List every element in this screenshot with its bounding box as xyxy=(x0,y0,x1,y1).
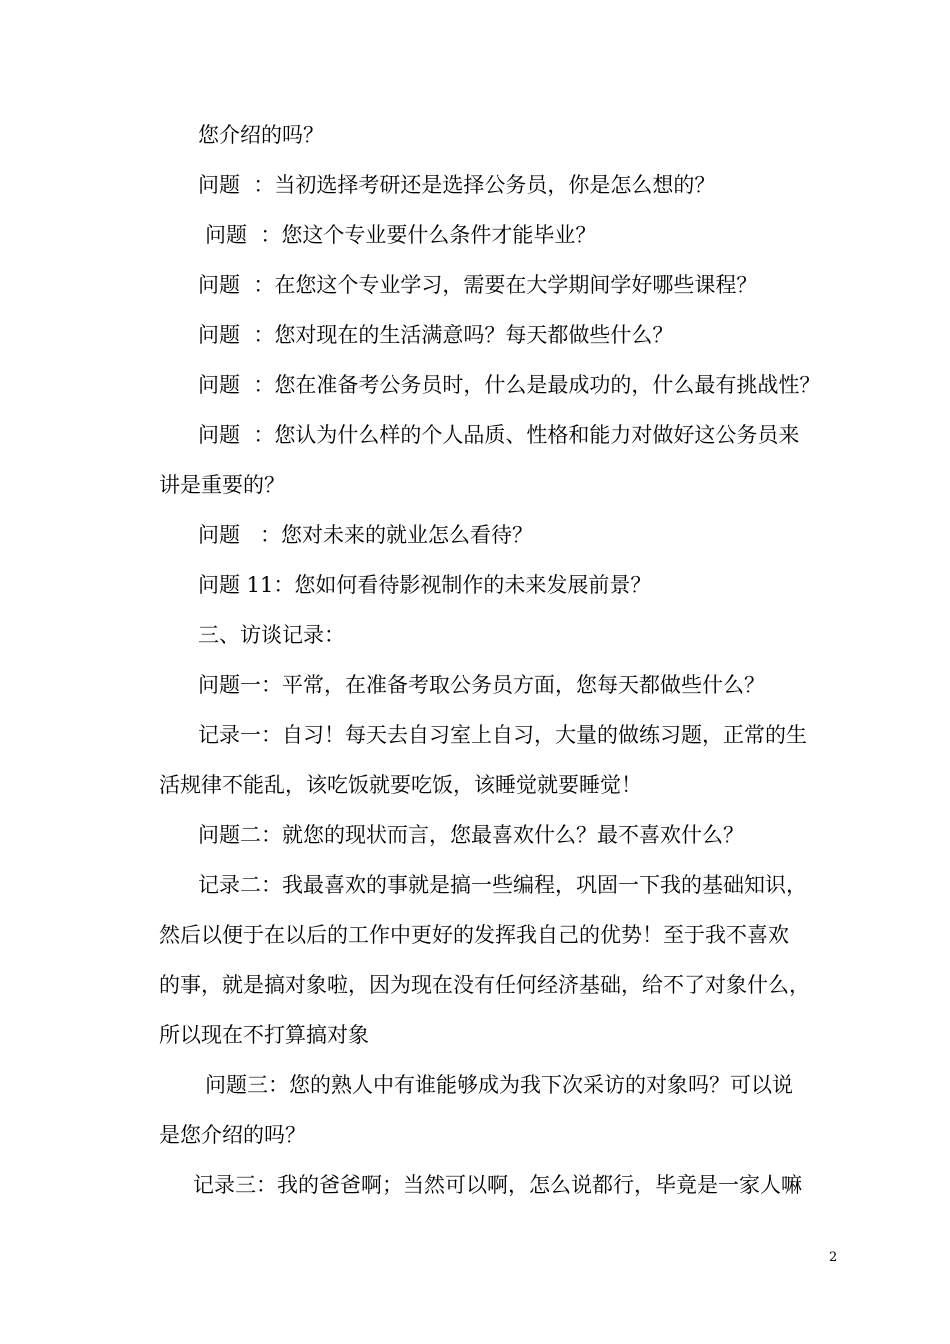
text-line: 讲是重要的？ xyxy=(159,473,285,497)
text-line: 记录二：我最喜欢的事就是搞一些编程，巩固一下我的基础知识， xyxy=(198,873,807,897)
text-line: 问题 ：您这个专业要什么条件才能毕业？ xyxy=(205,223,597,247)
text-line: 问题 ：您对未来的就业怎么看待？ xyxy=(198,523,534,547)
text-line: 所以现在不打算搞对象 xyxy=(159,1023,369,1047)
page-number: 2 xyxy=(829,1250,838,1265)
text-line: 的事，就是搞对象啦，因为现在没有任何经济基础，给不了对象什么， xyxy=(159,973,810,997)
text-line: 记录三：我的爸爸啊；当然可以啊，怎么说都行，毕竟是一家人嘛 xyxy=(193,1173,802,1197)
text-line: 记录一：自习！每天去自习室上自习，大量的做练习题，正常的生 xyxy=(198,723,807,747)
text-line: 问题 11：您如何看待影视制作的未来发展前景？ xyxy=(198,573,652,597)
text-line: 问题 ：您对现在的生活满意吗？每天都做些什么？ xyxy=(198,323,674,347)
text-line: 问题一：平常，在准备考取公务员方面，您每天都做些什么？ xyxy=(198,673,765,697)
text-line: 问题二：就您的现状而言，您最喜欢什么？最不喜欢什么？ xyxy=(198,823,744,847)
text-line: 是您介绍的吗？ xyxy=(159,1123,306,1147)
text-line: 问题 ：在您这个专业学习，需要在大学期间学好哪些课程？ xyxy=(198,273,758,297)
text-line: 问题 ：当初选择考研还是选择公务员，你是怎么想的？ xyxy=(198,173,716,197)
section-heading: 三、访谈记录： xyxy=(198,623,345,647)
text-line: 问题 ：您在准备考公务员时，什么是最成功的，什么最有挑战性？ xyxy=(198,373,821,397)
text-line: 然后以便于在以后的工作中更好的发挥我自己的优势！至于我不喜欢 xyxy=(159,923,789,947)
text-line: 问题 ：您认为什么样的个人品质、性格和能力对做好这公务员来 xyxy=(198,423,800,447)
text-line: 活规律不能乱，该吃饭就要吃饭，该睡觉就要睡觉！ xyxy=(159,773,642,797)
text-line: 问题三：您的熟人中有谁能够成为我下次采访的对象吗？可以说 xyxy=(205,1073,793,1097)
text-line: 您介绍的吗？ xyxy=(198,123,324,147)
